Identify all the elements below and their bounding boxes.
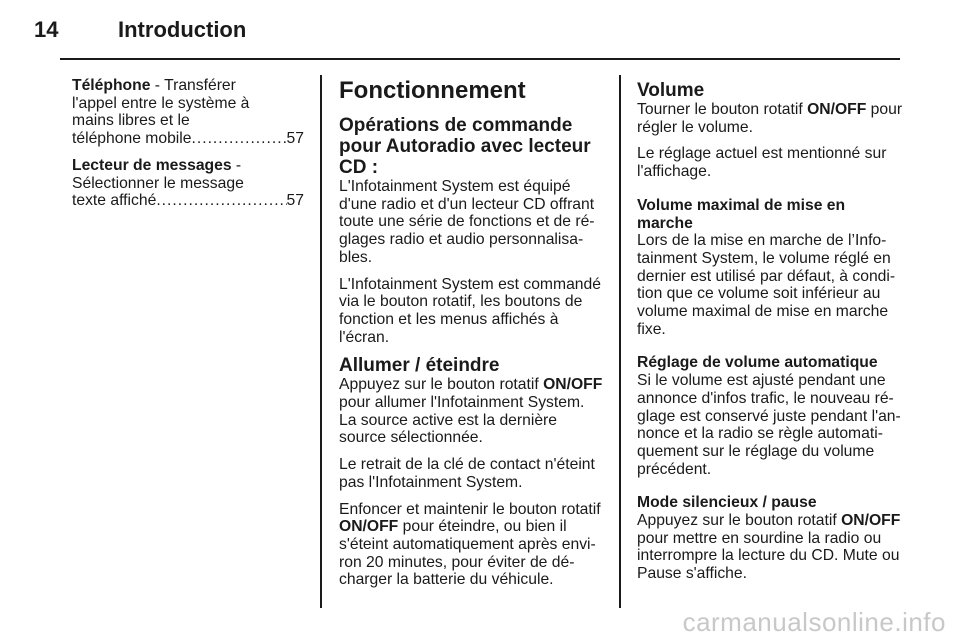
column-divider-left: [320, 75, 322, 608]
toc-page-ref: 57: [286, 192, 304, 210]
middle-column: [339, 77, 604, 598]
topic-heading: Volume maximal de mise en marche: [637, 196, 846, 232]
paragraph: Appuyez sur le bouton rotatif ON/OFF pour mettre en sourdine la radio ou interrompre la lecture du CD. Mute ou Pause s'affiche.: [637, 512, 901, 583]
watermark: carmanualsonline.info: [682, 607, 946, 637]
toc-leader-line: téléphone mobile ..... 57: [72, 130, 304, 148]
paragraph: Le réglage actuel est mentionné sur l'affichage.: [637, 145, 887, 181]
toc-leader-line: texte affiché ..... 57: [72, 192, 304, 210]
paragraph: Si le volume est ajusté pendant une annonce d'infos trafic, le nouveau réglage est conservé juste pendant l'annonce et la radio se règle automatiquement sur le réglage du volume précédent.: [637, 372, 901, 478]
toc-column: [72, 77, 304, 219]
toc-term: Lecteur de messages: [72, 156, 232, 174]
subsection-heading: Opérations de commande pour Autoradio avec lecteur CD :: [339, 115, 591, 178]
paragraph: Enfoncer et maintenir le bouton rotatif ON/OFF pour éteindre, ou bien il s'éteint automatiquement après environ 20 minutes, pour éviter de décharger la batterie du véhicule.: [339, 500, 601, 589]
paragraph: L'Infotainment System est commandé via le bouton rotatif, les boutons de fonction et les menus affichés à l'écran.: [339, 275, 601, 346]
paragraph: L'Infotainment System est équipé d'une radio et d'un lecteur CD offrant toute une série de fonctions et de réglages radio et audio personnalisables.: [339, 178, 595, 266]
paragraph: Appuyez sur le bouton rotatif ON/OFF pour allumer l'Infotainment System. La source active est la dernière source sélectionnée.: [339, 376, 603, 447]
toc-entry-messages[interactable]: Lecteur de messages - Sélectionner le message texte affiché ..... 57: [72, 157, 304, 210]
toc-page-ref: 57: [286, 130, 304, 148]
toc-entry-telephone[interactable]: Téléphone - Transférer l'appel entre le système à mains libres et le téléphone mobile ..... 57: [72, 77, 304, 148]
toc-term: Téléphone: [72, 77, 151, 94]
header-rule: [60, 58, 900, 60]
right-column: [637, 80, 903, 592]
paragraph: Lors de la mise en marche de l’Infotainment System, le volume réglé en dernier est utilisé par défaut, à condition que ce volume soit inférieur au volume maximal de mise en marche fixe.: [637, 232, 896, 338]
page-header: [0, 0, 960, 62]
page-title: Introduction: [118, 17, 247, 42]
subsection-heading: Allumer / éteindre: [339, 355, 500, 377]
paragraph: Tourner le bouton rotatif ON/OFF pour régler le volume.: [637, 101, 903, 136]
topic-heading: Réglage de volume automatique: [637, 354, 878, 372]
paragraph: Le retrait de la clé de contact n'éteint pas l'Infotainment System.: [339, 456, 595, 491]
topic-heading: Mode silencieux / pause: [637, 494, 817, 512]
subsection-heading: Volume: [637, 80, 705, 101]
column-divider-right: [619, 75, 621, 608]
page-number: 14: [34, 17, 59, 42]
section-heading: Fonctionnement: [339, 77, 526, 104]
